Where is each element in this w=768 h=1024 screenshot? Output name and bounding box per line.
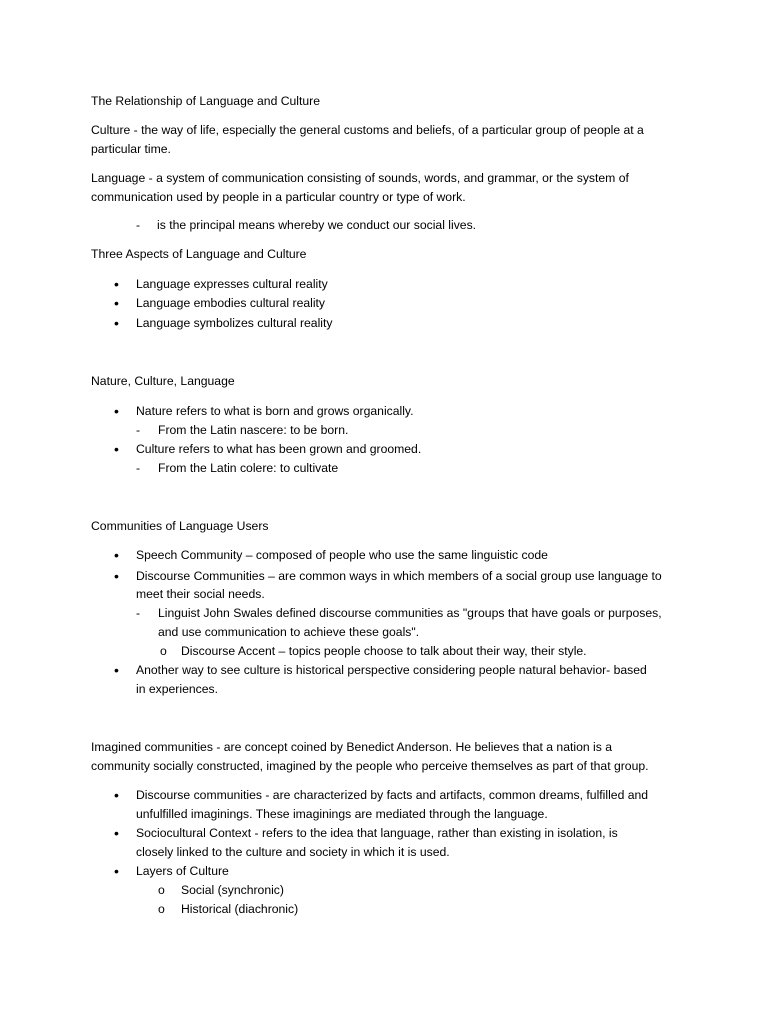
discourse-communities-line-2: meet their social needs. — [136, 587, 265, 601]
nature-item-1-sub: From the Latin nascere: to be born. — [158, 423, 349, 437]
language-dash-item: is the principal means whereby we conduct our social lives. — [157, 218, 477, 232]
language-term: Language — [91, 171, 146, 185]
bullet-marker — [114, 824, 119, 844]
circle-marker: o — [160, 644, 167, 658]
culture-definition-line-1 — [91, 121, 644, 140]
bullet-marker — [114, 314, 119, 334]
discourse-accent-item: Discourse Accent – topics people choose to talk about their way, their style. — [181, 644, 587, 658]
language-definition-text: - a system of communication consisting of sounds, words, and grammar, or the system of — [145, 171, 629, 185]
bullet-marker — [114, 440, 119, 460]
bullet-marker — [114, 546, 119, 566]
communities-heading: Communities of Language Users — [91, 519, 269, 533]
bullet-marker — [114, 402, 119, 422]
culture-definition-line-2: particular time. — [91, 142, 171, 156]
layers-of-culture-item: Layers of Culture — [136, 864, 229, 878]
bullet-marker — [114, 661, 119, 681]
language-definition-line-2: communication used by people in a particular country or type of work. — [91, 190, 466, 204]
document-title: The Relationship of Language and Culture — [91, 94, 321, 108]
dash-marker: - — [136, 423, 141, 437]
imagined-definition-line-2: community socially constructed, imagined by the people who perceive themselves as part of that group. — [91, 759, 649, 773]
speech-community-item: Speech Community – composed of people who use the same linguistic code — [136, 548, 548, 562]
bullet-marker — [114, 786, 119, 806]
circle-marker: o — [158, 883, 165, 897]
swales-line-2: and use communication to achieve these goals". — [158, 625, 420, 639]
swales-line-1: Linguist John Swales defined discourse communities as "groups that have goals or purposes, — [158, 606, 662, 620]
discourse-communities-line-1: Discourse Communities – are common ways in which members of a social group use language to — [136, 569, 662, 583]
language-definition-line-1 — [91, 169, 629, 188]
nature-heading: Nature, Culture, Language — [91, 374, 235, 388]
nature-item-2: Culture refers to what has been grown and groomed. — [136, 442, 422, 456]
layers-sub-social: Social (synchronic) — [181, 883, 284, 897]
layers-sub-historical: Historical (diachronic) — [181, 902, 299, 916]
imagined-item-2-line-2: closely linked to the culture and society in which it is used. — [136, 845, 450, 859]
aspects-item-2: Language embodies cultural reality — [136, 296, 326, 310]
aspects-heading: Three Aspects of Language and Culture — [91, 247, 307, 261]
dash-marker: - — [136, 461, 141, 475]
nature-item-2-sub: From the Latin colere: to cultivate — [158, 461, 339, 475]
culture-term: Culture — [91, 123, 131, 137]
bullet-marker — [114, 275, 119, 295]
another-way-line-2: in experiences. — [136, 682, 218, 696]
bullet-marker — [114, 862, 119, 882]
culture-definition-text: - the way of life, especially the general customs and beliefs, of a particular group of people at a — [130, 123, 644, 137]
imagined-item-1-line-1: Discourse communities - are characterized by facts and artifacts, common dreams, fulfilled and — [136, 788, 649, 802]
imagined-term: Imagined communities — [91, 740, 213, 754]
aspects-item-3: Language symbolizes cultural reality — [136, 316, 333, 330]
circle-marker: o — [158, 902, 165, 916]
bullet-marker — [114, 567, 119, 587]
another-way-line-1: Another way to see culture is historical perspective considering people natural behavior- based — [136, 663, 647, 677]
bullet-marker — [114, 294, 119, 314]
aspects-item-1: Language expresses cultural reality — [136, 277, 328, 291]
imagined-item-1-line-2: unfulfilled imaginings. These imaginings are mediated through the language. — [136, 807, 548, 821]
nature-item-1: Nature refers to what is born and grows organically. — [136, 404, 414, 418]
dash-marker: - — [136, 606, 141, 620]
imagined-definition-line-1 — [91, 738, 612, 757]
imagined-item-2-line-1: Sociocultural Context - refers to the idea that language, rather than existing in isolation, is — [136, 826, 618, 840]
dash-marker: - — [136, 218, 141, 232]
imagined-definition-text: - are concept coined by Benedict Anderson. He believes that a nation is a — [212, 740, 612, 754]
